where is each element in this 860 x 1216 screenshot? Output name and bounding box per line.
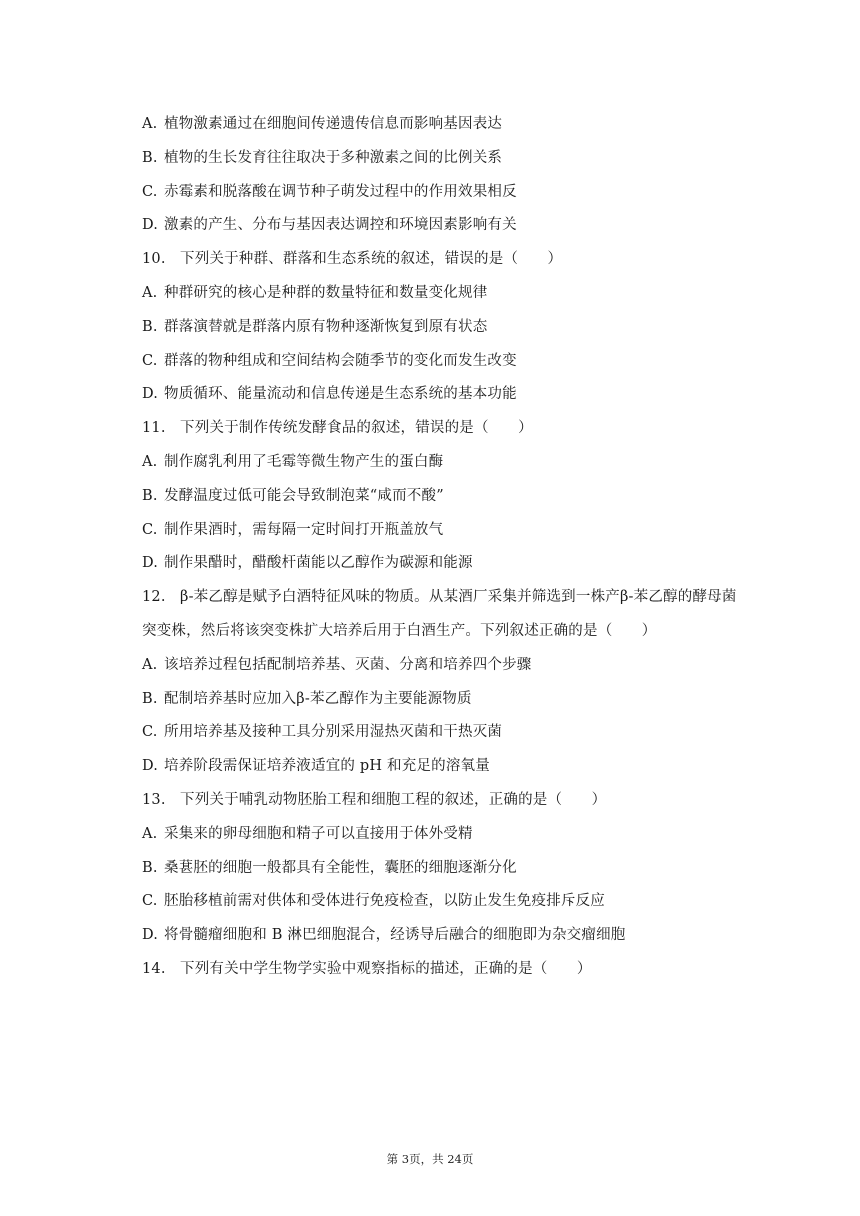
- option-text: 将骨髓瘤细胞和 B 淋巴细胞混合，经诱导后融合的细胞即为杂交瘤细胞: [164, 927, 626, 944]
- question-stem: [142, 243, 762, 277]
- option-letter: C.: [142, 724, 158, 741]
- question-text: 下列有关中学生物学实验中观察指标的描述，正确的是（ ）: [180, 960, 592, 977]
- option-text: 采集来的卵母细胞和精子可以直接用于体外受精: [164, 825, 473, 842]
- answer-option: [142, 852, 762, 886]
- answer-option: [142, 716, 762, 750]
- option-text: 群落的物种组成和空间结构会随季节的变化而发生改变: [164, 352, 517, 369]
- answer-option: [142, 885, 762, 919]
- question-text: 下列关于制作传统发酵食品的叙述，错误的是（ ）: [180, 420, 533, 437]
- option-text: 激素的产生、分布与基因表达调控和环境因素影响有关: [164, 217, 517, 234]
- answer-option: [142, 142, 762, 176]
- option-text: 制作腐乳利用了毛霉等微生物产生的蛋白酶: [164, 453, 444, 470]
- answer-option: [142, 345, 762, 379]
- question-stem: [142, 412, 762, 446]
- option-text: 赤霉素和脱落酸在调节种子萌发过程中的作用效果相反: [164, 183, 517, 200]
- answer-option: [142, 378, 762, 412]
- answer-option: [142, 683, 762, 717]
- question-number: 12.: [142, 589, 166, 606]
- question-text: β-苯乙醇是赋予白酒特征风味的物质。从某酒厂采集并筛选到一株产β-苯乙醇的酵母菌: [180, 589, 737, 606]
- option-letter: A.: [142, 656, 158, 673]
- option-text: 制作果酒时，需每隔一定时间打开瓶盖放气: [164, 521, 444, 538]
- question-text-continuation: [142, 615, 762, 649]
- option-letter: B.: [142, 149, 158, 166]
- answer-option: [142, 480, 762, 514]
- option-letter: D.: [142, 927, 159, 944]
- option-text: 配制培养基时应加入β-苯乙醇作为主要能源物质: [164, 690, 472, 707]
- question-number: 13.: [142, 791, 166, 808]
- option-text: 物质循环、能量流动和信息传递是生态系统的基本功能: [164, 386, 517, 403]
- question-stem: [142, 784, 762, 818]
- question-text: 下列关于种群、群落和生态系统的叙述，错误的是（ ）: [180, 251, 563, 268]
- option-text: 桑葚胚的细胞一般都具有全能性，囊胚的细胞逐渐分化: [164, 859, 517, 876]
- answer-option: [142, 750, 762, 784]
- question-stem: [142, 581, 762, 615]
- answer-option: [142, 277, 762, 311]
- option-letter: A.: [142, 116, 158, 132]
- question-text: 下列关于哺乳动物胚胎工程和细胞工程的叙述，正确的是（ ）: [180, 791, 607, 808]
- option-letter: B.: [142, 690, 158, 707]
- answer-option: [142, 176, 762, 210]
- option-letter: D.: [142, 217, 159, 234]
- option-text: 种群研究的核心是种群的数量特征和数量变化规律: [164, 284, 488, 301]
- answer-option: [142, 649, 762, 683]
- option-text: 植物激素通过在细胞间传递遗传信息而影响基因表达: [164, 116, 503, 132]
- question-stem: [142, 953, 762, 987]
- page-content: [142, 108, 762, 987]
- option-letter: B.: [142, 859, 158, 876]
- option-text: 群落演替就是群落内原有物种逐渐恢复到原有状态: [164, 318, 488, 335]
- option-letter: D.: [142, 555, 159, 572]
- answer-option: [142, 919, 762, 953]
- option-text: 植物的生长发育往往取决于多种激素之间的比例关系: [164, 149, 503, 166]
- answer-option: [142, 209, 762, 243]
- option-letter: C.: [142, 352, 158, 369]
- option-letter: C.: [142, 521, 158, 538]
- answer-option: [142, 108, 762, 142]
- option-letter: D.: [142, 758, 159, 775]
- option-letter: A.: [142, 284, 158, 301]
- answer-option: [142, 311, 762, 345]
- option-text: 培养阶段需保证培养液适宜的 pH 和充足的溶氧量: [164, 758, 490, 775]
- question-number: 10.: [142, 251, 166, 268]
- answer-option: [142, 547, 762, 581]
- page-footer: 第 3页，共 24页: [386, 1152, 474, 1166]
- question-number: 11.: [142, 420, 166, 437]
- option-letter: D.: [142, 386, 159, 403]
- question-text: 突变株，然后将该突变株扩大培养后用于白酒生产。下列叙述正确的是（ ）: [142, 622, 657, 639]
- option-text: 制作果醋时，醋酸杆菌能以乙醇作为碳源和能源: [164, 555, 473, 572]
- answer-option: [142, 818, 762, 852]
- answer-option: [142, 514, 762, 548]
- option-text: 胚胎移植前需对供体和受体进行免疫检查，以防止发生免疫排斥反应: [164, 893, 605, 910]
- option-letter: A.: [142, 453, 158, 470]
- option-text: 所用培养基及接种工具分别采用湿热灭菌和干热灭菌: [164, 724, 503, 741]
- answer-option: [142, 446, 762, 480]
- option-text: 该培养过程包括配制培养基、灭菌、分离和培养四个步骤: [164, 656, 532, 673]
- option-text: 发酵温度过低可能会导致制泡菜“咸而不酸”: [164, 487, 444, 504]
- option-letter: C.: [142, 893, 158, 910]
- option-letter: C.: [142, 183, 158, 200]
- option-letter: A.: [142, 825, 158, 842]
- option-letter: B.: [142, 487, 158, 504]
- option-letter: B.: [142, 318, 158, 335]
- question-number: 14.: [142, 960, 166, 977]
